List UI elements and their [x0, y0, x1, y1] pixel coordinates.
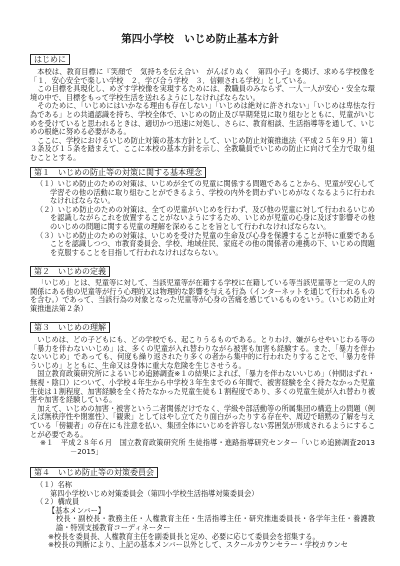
- understanding-paragraph: いじめは、どの子どもにも、どの学校でも、起こりうるものである。とりわけ、嫌がらせやいじわる等の「暴力を伴わないいじめ」は、多くの児童が入れ替わりながら被害も加害も経験する。また、「暴力を伴わないいじめ」であっても、何度も繰り返されたり多くの者から集中的に行われたりすることで、「暴力を伴ういじめ」とともに、生命又は身体に重大な危険を生じさせうる。: [30, 336, 375, 370]
- section-heading-intro: はじめに: [30, 54, 70, 65]
- intro-paragraph: この目標を具現化し、めざす学校像を実現するためには、教職員のみならず、一人一人が安心・安全な環境の中で、目標をもって学校生活を送れるようにしなければならない。: [30, 84, 375, 102]
- item-text: いじめ防止のための対策は、いじめが全ての児童に関係する問題であることから、児童が安心して学習その他の活動に取り組むことができるよう、学校の内外を問わずいじめがなくなるように行われなければならない。: [50, 180, 375, 206]
- document-title: 第四小学校 いじめ防止基本方針: [121, 33, 279, 45]
- item-text: いじめ防止のための対策は、いじめを受けた児童の生命及び心身を保護することが特に重要であることを認識しつつ、市教育委員会、学校、地域住民、家庭その他の関係者の連携の下、いじめの問題を克服することを目指して行われなければならない。: [50, 230, 375, 257]
- section-heading-principles: 第１ いじめの防止等の対策に関する基本理念: [30, 167, 206, 178]
- section-heading-definition: 第２ いじめの定義: [30, 266, 110, 277]
- principle-item: [30, 180, 375, 206]
- intro-paragraph: 本校は、教育目標に『笑顔で 気持ちを伝え合い がんばりぬく 第四小子』を掲げ、求める学校像を「１．安心安全で楽しい学校 ２．学び合う学校 ３．信頼される学校」としている。: [30, 68, 375, 85]
- principle-item: [30, 232, 375, 258]
- understanding-section: [30, 336, 375, 465]
- definition-section: [30, 279, 375, 320]
- footnote: ※１ 平成２８年６月 国立教育政策研究所 生徒指導・進路指導研究センター「いじめ追跡調査2013－2015」: [40, 438, 375, 456]
- members-note: ※校長の判断により、上記の基本メンバー以外として、スクールカウンセラー・学校カウンセ: [48, 540, 348, 550]
- basic-members-list: 校長・副校長・教務主任・人権教育主任・生活指導主任・研究推進委員長・各学年主任・養護教諭・特別支援教育コーディネーター: [56, 514, 375, 532]
- members-note: ※校長を委員長、人権教育主任を副委員長と定め、必要に応じて委員会を招集する。: [48, 531, 320, 541]
- intro-paragraph: ここに、学校におけるいじめ防止対策の基本方針として、いじめ防止対策推進法（平成２５年９月）第１３条及び１５条を踏まえて、ここに本校の基本方針を示し、全教職員でいじめの防止に向けて全力で取り組むこととする。: [30, 135, 375, 162]
- section-heading-committee: 第４ いじめ防止等の対策委員会: [30, 467, 158, 478]
- principles-section: [30, 180, 375, 262]
- intro-paragraph: そのために、「いじめにはいかなる理由も存在しない」「いじめは絶対に許されない」「いじめは卑怯な行為である」との共通認識を持ち、学校全体で、いじめの防止及び早期発見に取り組むとともに、児童がいじめを受けていると思われるときは、適切かつ迅速に対処し、さらに、教育相談、生活指導等を通して、いじめの根絶に努める必要がある。: [30, 101, 375, 137]
- committee-name-label: （１）名称: [36, 481, 72, 489]
- item-number: （２）: [36, 204, 58, 214]
- item-number: （１）: [36, 180, 58, 188]
- understanding-paragraph: 加えて、いじめの加害・被害という二者関係だけでなく、学級や部活動等の所属集団の構造上の問題（例えば無秩序性や閉塞性）、「観衆」としてはやし立てたり面白がったりする存在や、周辺で暗黙の了解を与えている「傍観者」の存在にも注意を払い、集団全体にいじめを許容しない雰囲気が形成されるようにすることが必要である。: [30, 403, 375, 439]
- item-text: いじめ防止のための対策は、全ての児童がいじめを行わず、及び他の児童に対して行われるいじめを認識しながらこれを放置することがないようにするため、いじめが児童の心身に及ぼす影響その他のいじめの問題に関する児童の理解を深めることを旨として行われなければならない。: [50, 204, 375, 231]
- intro-section: [30, 68, 375, 164]
- committee-name-value: 第四小学校いじめ対策委員会（第四小学校生活指導対策委員会）: [50, 488, 259, 498]
- understanding-paragraph: 国立教育政策研究所によるいじめ追跡調査※１の結果によれば、「暴力を伴わないいじめ」（仲間はずれ・無視・陰口）について、小学校４年生から中学校３年生までの６年間で、被害経験を全く持たなかった児童生徒は１割程度、加害経験を全く持たなかった児童生徒も１割程度であり、多くの児童生徒が入れ替わり被害や加害を経験している。: [30, 369, 375, 405]
- principle-item: [30, 206, 375, 232]
- definition-paragraph: 「いじめ」とは、児童等に対して、当該児童等が在籍する学校に在籍している等当該児童等と一定の人的関係にある他の児童等が行う心理的又は物理的な影響を与える行為（インターネットを通じて行われるものを含む。）であって、当該行為の対象となった児童等が心身の苦痛を感じているものをいう。（いじめ防止対策推進法第２条）: [30, 279, 375, 313]
- committee-members-label: （２）構成員: [36, 497, 80, 507]
- section-heading-understanding: 第３ いじめの理解: [30, 322, 110, 333]
- committee-section: [30, 481, 375, 566]
- basic-members-heading: 【基本メンバー】: [48, 505, 105, 515]
- item-number: （３）: [36, 230, 58, 240]
